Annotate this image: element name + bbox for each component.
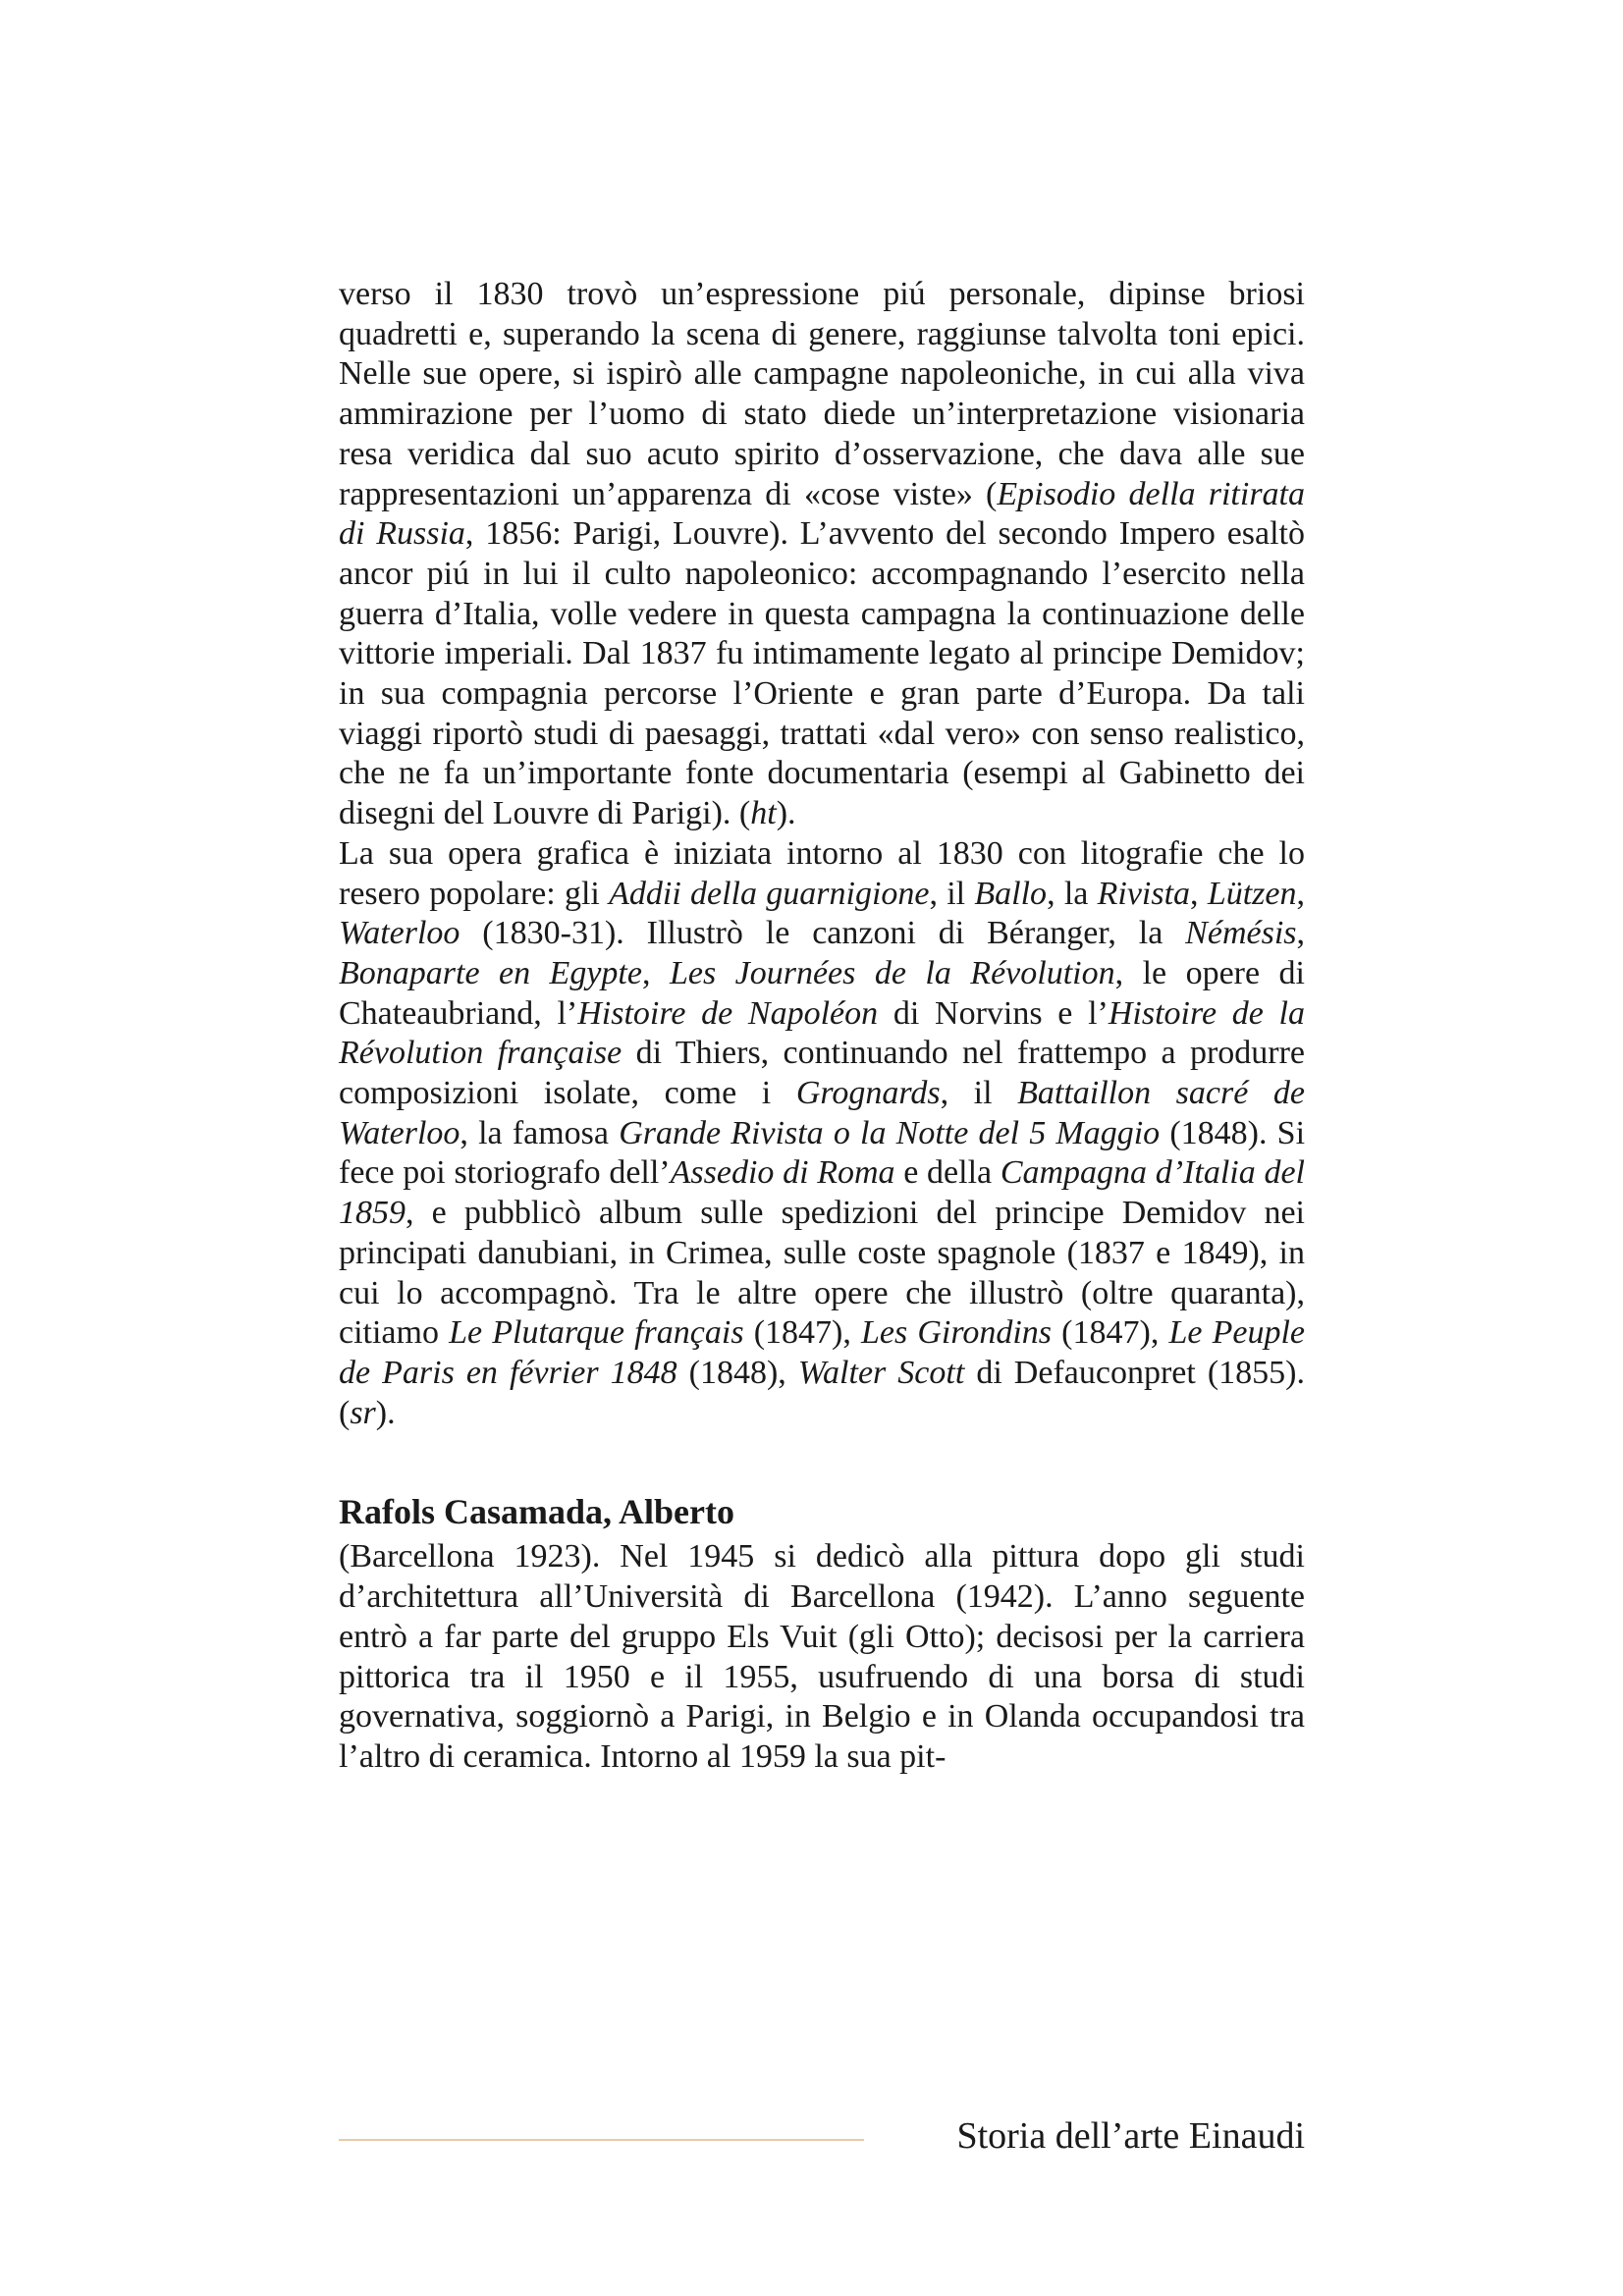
entry-paragraph-2: La sua opera grafica è iniziata intorno al 1830 con litografie che lo resero popolare: gli Addii della guarnigione, il Ballo, la Rivista, Lützen, Waterloo (1830-31). Illustrò le canzoni di Béranger, la Némésis, Bonaparte en Egypte, Les Journées de la Révolution, le opere di Chateaubriand, l’Histoire de Napoléon di Norvins e l’Histoire de la Révolution française di Thiers, continuando nel frattempo a produrre composizioni isolate, come i Grognards, il Battaillon sacré de Waterloo, la famosa Grande Rivista o la Notte del 5 Maggio (1848). Si fece poi storiografo dell’Assedio di Roma e della Campagna d’Italia del 1859, e pubblicò album sulle spedizioni del principe Demidov nei principati danubiani, in Crimea, sulle coste spagnole (1837 e 1849), in cui lo accompagnò. Tra le altre opere che illustrò (oltre quaranta), citiamo Le Plutarque français (1847), Les Girondins (1847), Le Peuple de Paris en février 1848 (1848), Walter Scott di Defauconpret (1855). (sr). xyxy=(339,834,1306,1431)
entry-paragraph-1: verso il 1830 trovò un’espressione piú personale, dipinse briosi quadretti e, superando la scena di genere, raggiunse talvolta toni epici. Nelle sue opere, si ispirò alle campagne napoleoniche, in cui alla viva ammirazione per l’uomo di stato diede un’interpretazione visionaria resa veridica dal suo acuto spirito d’osservazione, che dava alle sue rappresentazioni un’apparenza di «cose viste» (Episodio della ritirata di Russia, 1856: Parigi, Louvre). L’avvento del secondo Impero esaltò ancor piú in lui il culto napoleonico: accompagnando l’esercito nella guerra d’Italia, volle vedere in questa campagna la continuazione delle vittorie imperiali. Dal 1837 fu intimamente legato al principe Demidov; in sua compagnia percorse l’Oriente e gran parte d’Europa. Da tali viaggi riportò studi di paesaggi, trattati «dal vero» con senso realistico, che ne fa un’importante fonte documentaria (esempi al Gabinetto dei disegni del Louvre di Parigi). (ht). xyxy=(339,276,1306,832)
entry-paragraph-3: (Barcellona 1923). Nel 1945 si dedicò alla pittura dopo gli studi d’architettura all’Università di Barcellona (1942). L’anno seguente entrò a far parte del gruppo Els Vuit (gli Otto); decisosi per la carriera pittorica tra il 1950 e il 1955, usufruendo di una borsa di studi governativa, soggiornò a Parigi, in Belgio e in Olanda occupandosi tra l’altro di ceramica. Intorno al 1959 la sua pit- xyxy=(339,1538,1305,1775)
author-initials: ht xyxy=(750,795,777,832)
text-column xyxy=(339,275,1305,1778)
author-initials: sr xyxy=(350,1394,376,1431)
footer-rule xyxy=(339,2139,864,2141)
entry-title: Rafols Casamada, Alberto xyxy=(339,1492,734,1532)
footer-book-title: Storia dell’arte Einaudi xyxy=(956,2115,1305,2157)
page-footer xyxy=(339,2112,1305,2162)
